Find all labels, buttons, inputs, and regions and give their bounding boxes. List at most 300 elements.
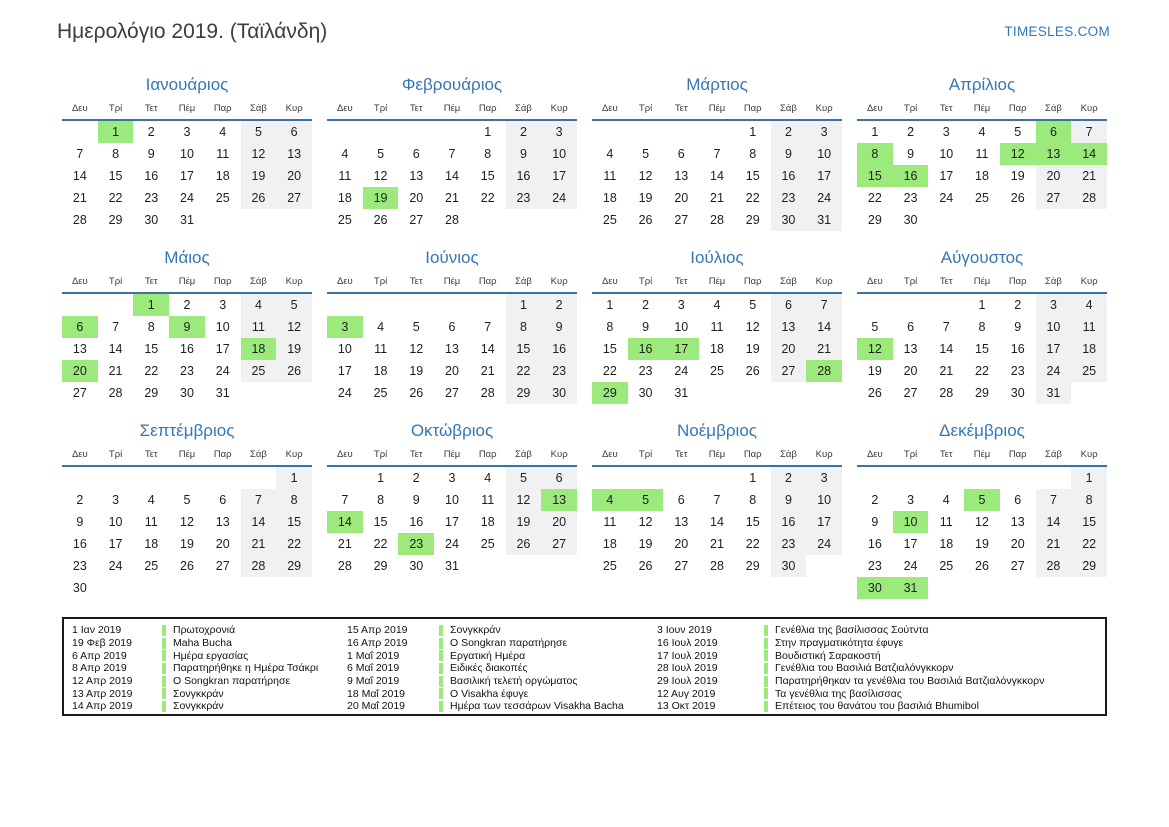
legend-item <box>657 649 1105 662</box>
empty-cell <box>771 382 807 404</box>
empty-cell <box>1071 209 1107 231</box>
legend-holiday-name: Γενέθλια της βασίλισσας Σούτντα <box>775 624 929 637</box>
month <box>62 73 312 231</box>
day-cell: 13 <box>674 515 689 529</box>
holiday-legend <box>62 617 1107 716</box>
legend-item <box>72 649 347 662</box>
day-cell: 30 <box>771 209 807 231</box>
empty-cell <box>806 382 842 404</box>
day-cell: 13 <box>674 169 689 183</box>
day-cell: 11 <box>1071 316 1107 338</box>
holiday-marker-icon <box>439 625 443 636</box>
day-cell: 13 <box>445 342 459 356</box>
day-cell: 18 <box>480 515 495 529</box>
weekday-label: Τετ <box>409 276 423 287</box>
day-cell: 18 <box>602 191 617 205</box>
legend-item <box>657 624 1105 637</box>
day-cell: 30 <box>72 581 87 595</box>
month-days <box>592 121 842 231</box>
day-cell: 10 <box>215 320 230 334</box>
day-cell: 17 <box>806 511 842 533</box>
legend-date: 16 Απρ 2019 <box>347 637 408 650</box>
day-cell: 12 <box>1000 143 1036 165</box>
empty-cell <box>735 382 771 404</box>
empty-cell <box>928 209 964 231</box>
day-cell: 18 <box>602 537 617 551</box>
day-cell: 29 <box>867 213 882 227</box>
day-cell: 17 <box>108 537 123 551</box>
empty-cell <box>857 294 893 316</box>
day-cell: 25 <box>241 360 277 382</box>
legend-holiday-name: Maha Bucha <box>173 637 232 650</box>
weekday-label: Τρί <box>638 449 653 460</box>
weekday-label: Τρί <box>903 449 918 460</box>
day-cell: 17 <box>806 165 842 187</box>
day-cell: 31 <box>806 209 842 231</box>
day-cell: 14 <box>1036 511 1072 533</box>
day-cell: 31 <box>674 386 689 400</box>
weekday-label: Τρί <box>903 276 918 287</box>
day-cell: 10 <box>893 511 929 533</box>
empty-cell <box>806 555 842 577</box>
day-cell: 22 <box>975 364 989 378</box>
day-cell: 11 <box>144 515 158 529</box>
day-cell: 26 <box>745 364 760 378</box>
day-cell: 13 <box>541 489 577 511</box>
day-cell: 18 <box>337 191 352 205</box>
day-cell: 24 <box>939 191 954 205</box>
day-cell: 2 <box>541 294 577 316</box>
day-cell: 24 <box>806 187 842 209</box>
month <box>327 419 577 577</box>
holiday-marker-icon <box>764 701 768 712</box>
day-cell: 31 <box>180 213 194 227</box>
day-cell: 6 <box>907 320 915 334</box>
weekday-label: Τρί <box>108 103 123 114</box>
day-cell: 19 <box>409 364 424 378</box>
day-cell: 4 <box>377 320 385 334</box>
day-cell: 21 <box>480 364 495 378</box>
day-cell: 1 <box>749 471 757 485</box>
day-cell: 3 <box>806 467 842 489</box>
month <box>857 419 1107 599</box>
empty-cell <box>1000 467 1036 489</box>
day-cell: 8 <box>112 147 120 161</box>
weekday-header <box>857 445 1107 467</box>
weekday-header <box>62 445 312 467</box>
empty-cell <box>205 467 241 489</box>
day-cell: 15 <box>745 169 760 183</box>
day-cell: 5 <box>628 489 664 511</box>
day-cell: 22 <box>745 191 760 205</box>
day-cell: 21 <box>806 338 842 360</box>
empty-cell <box>1000 209 1036 231</box>
day-cell: 26 <box>409 386 424 400</box>
day-cell: 27 <box>541 533 577 555</box>
day-cell: 30 <box>857 577 893 599</box>
day-cell: 9 <box>907 147 915 161</box>
day-cell: 26 <box>1010 191 1025 205</box>
day-cell: 19 <box>1010 169 1025 183</box>
day-cell: 20 <box>409 191 424 205</box>
day-cell: 19 <box>745 342 760 356</box>
day-cell: 2 <box>183 298 191 312</box>
day-cell: 24 <box>541 187 577 209</box>
day-cell: 25 <box>373 386 388 400</box>
day-cell: 15 <box>108 169 123 183</box>
weekday-label: Σάβ <box>780 276 797 287</box>
day-cell: 6 <box>1014 493 1022 507</box>
day-cell: 12 <box>638 169 653 183</box>
day-cell: 27 <box>215 559 230 573</box>
day-cell: 19 <box>975 537 989 551</box>
legend-date: 16 Ιουλ 2019 <box>657 637 718 650</box>
day-cell: 8 <box>1071 489 1107 511</box>
day-cell: 23 <box>771 187 807 209</box>
day-cell: 19 <box>867 364 882 378</box>
day-cell: 21 <box>939 364 954 378</box>
day-cell: 2 <box>871 493 879 507</box>
day-cell: 2 <box>642 298 650 312</box>
day-cell: 16 <box>72 537 87 551</box>
day-cell: 20 <box>276 165 312 187</box>
day-cell: 16 <box>893 165 929 187</box>
weekday-label: Τετ <box>939 276 953 287</box>
day-cell: 25 <box>215 191 230 205</box>
month-days <box>857 121 1107 231</box>
day-cell: 4 <box>484 471 492 485</box>
legend-item <box>347 637 657 650</box>
day-cell: 9 <box>871 515 879 529</box>
month-days <box>327 294 577 404</box>
legend-item <box>347 700 657 713</box>
day-cell: 3 <box>541 121 577 143</box>
day-cell: 18 <box>710 342 724 356</box>
empty-cell <box>434 294 470 316</box>
month <box>592 419 842 577</box>
weekday-label: Παρ <box>743 103 762 114</box>
day-cell: 19 <box>276 338 312 360</box>
day-cell: 7 <box>112 320 120 334</box>
day-cell: 1 <box>606 298 614 312</box>
day-cell: 26 <box>276 360 312 382</box>
day-cell: 23 <box>398 533 434 555</box>
day-cell: 17 <box>1036 338 1072 360</box>
day-cell: 10 <box>108 515 123 529</box>
weekday-label: Παρ <box>1008 449 1027 460</box>
day-cell: 9 <box>506 143 542 165</box>
month-days <box>62 121 312 231</box>
day-cell: 31 <box>893 577 929 599</box>
day-cell: 30 <box>409 559 424 573</box>
month-title: Ιούλιος <box>690 248 744 267</box>
day-cell: 23 <box>506 187 542 209</box>
weekday-label: Σάβ <box>780 449 797 460</box>
day-cell: 5 <box>1014 125 1022 139</box>
legend-item <box>657 675 1105 688</box>
day-cell: 20 <box>903 364 918 378</box>
weekday-label: Σάβ <box>1045 103 1062 114</box>
day-cell: 30 <box>541 382 577 404</box>
holiday-marker-icon <box>162 663 166 674</box>
day-cell: 22 <box>745 537 760 551</box>
day-cell: 22 <box>480 191 495 205</box>
day-cell: 14 <box>72 169 87 183</box>
day-cell: 10 <box>806 489 842 511</box>
day-cell: 8 <box>606 320 614 334</box>
weekday-label: Πέμ <box>443 449 461 460</box>
month-title: Δεκέμβριος <box>939 421 1025 440</box>
legend-date: 1 Μαΐ 2019 <box>347 649 400 662</box>
day-cell: 4 <box>241 294 277 316</box>
day-cell: 24 <box>806 533 842 555</box>
day-cell: 25 <box>1071 360 1107 382</box>
weekday-label: Παρ <box>213 276 232 287</box>
weekday-label: Πέμ <box>708 276 726 287</box>
day-cell: 17 <box>180 169 194 183</box>
day-cell: 11 <box>241 316 277 338</box>
calendar-grid <box>62 73 1107 599</box>
legend-date: 17 Ιουλ 2019 <box>657 649 718 662</box>
day-cell: 27 <box>1036 187 1072 209</box>
legend-date: 8 Απρ 2019 <box>72 662 127 675</box>
month <box>62 246 312 404</box>
weekday-label: Πέμ <box>973 103 991 114</box>
month <box>62 419 312 599</box>
weekday-header <box>327 272 577 294</box>
day-cell: 14 <box>480 342 495 356</box>
day-cell: 24 <box>1036 360 1072 382</box>
weekday-label: Σάβ <box>515 449 532 460</box>
weekday-label: Δευ <box>601 103 618 114</box>
day-cell: 7 <box>448 147 456 161</box>
legend-date: 6 Μαΐ 2019 <box>347 662 400 675</box>
day-cell: 5 <box>183 493 191 507</box>
holiday-marker-icon <box>162 676 166 687</box>
day-cell: 5 <box>276 294 312 316</box>
day-cell: 11 <box>216 147 230 161</box>
day-cell: 3 <box>112 493 120 507</box>
empty-cell <box>62 467 98 489</box>
day-cell: 22 <box>1071 533 1107 555</box>
day-cell: 29 <box>144 386 159 400</box>
legend-item <box>347 624 657 637</box>
weekday-header <box>857 99 1107 121</box>
legend-date: 28 Ιουλ 2019 <box>657 662 718 675</box>
day-cell: 30 <box>903 213 918 227</box>
weekday-label: Δευ <box>336 103 353 114</box>
weekday-label: Κυρ <box>550 449 568 460</box>
day-cell: 6 <box>448 320 456 334</box>
day-cell: 19 <box>180 537 194 551</box>
day-cell: 28 <box>108 386 123 400</box>
empty-cell <box>205 209 241 231</box>
day-cell: 17 <box>541 165 577 187</box>
weekday-label: Τετ <box>674 276 688 287</box>
day-cell: 23 <box>144 191 159 205</box>
weekday-label: Κυρ <box>815 449 833 460</box>
day-cell: 6 <box>541 467 577 489</box>
empty-cell <box>398 294 434 316</box>
weekday-label: Πέμ <box>973 449 991 460</box>
day-cell: 17 <box>663 338 699 360</box>
day-cell: 22 <box>373 537 388 551</box>
day-cell: 3 <box>448 471 456 485</box>
day-cell: 13 <box>276 143 312 165</box>
empty-cell <box>663 121 699 143</box>
day-cell: 27 <box>409 213 424 227</box>
day-cell: 30 <box>144 213 159 227</box>
day-cell: 29 <box>276 555 312 577</box>
weekday-label: Σάβ <box>250 449 267 460</box>
day-cell: 4 <box>606 147 614 161</box>
weekday-label: Δευ <box>866 103 883 114</box>
day-cell: 16 <box>1010 342 1025 356</box>
day-cell: 2 <box>907 125 915 139</box>
month-days <box>592 294 842 404</box>
day-cell: 26 <box>180 559 194 573</box>
month-title: Ιούνιος <box>425 248 479 267</box>
day-cell: 29 <box>108 213 123 227</box>
day-cell: 27 <box>276 187 312 209</box>
day-cell: 28 <box>1036 555 1072 577</box>
empty-cell <box>1036 467 1072 489</box>
day-cell: 27 <box>445 386 459 400</box>
day-cell: 1 <box>978 298 986 312</box>
day-cell: 6 <box>771 294 807 316</box>
day-cell: 28 <box>480 386 495 400</box>
day-cell: 15 <box>975 342 989 356</box>
day-cell: 10 <box>674 320 689 334</box>
weekday-label: Τρί <box>638 276 653 287</box>
empty-cell <box>628 467 664 489</box>
weekday-header <box>857 272 1107 294</box>
day-cell: 11 <box>975 147 989 161</box>
empty-cell <box>241 577 277 599</box>
day-cell: 16 <box>506 165 542 187</box>
day-cell: 12 <box>180 515 194 529</box>
weekday-label: Δευ <box>336 276 353 287</box>
day-cell: 24 <box>215 364 230 378</box>
day-cell: 20 <box>771 338 807 360</box>
weekday-label: Σάβ <box>1045 276 1062 287</box>
legend-date: 19 Φεβ 2019 <box>72 637 132 650</box>
empty-cell <box>964 467 1000 489</box>
weekday-label: Πέμ <box>708 103 726 114</box>
day-cell: 28 <box>1071 187 1107 209</box>
day-cell: 20 <box>215 537 230 551</box>
day-cell: 18 <box>241 338 277 360</box>
day-cell: 23 <box>1010 364 1025 378</box>
empty-cell <box>434 121 470 143</box>
day-cell: 2 <box>506 121 542 143</box>
empty-cell <box>241 382 277 404</box>
holiday-marker-icon <box>162 701 166 712</box>
weekday-label: Τετ <box>144 449 158 460</box>
month-title: Σεπτέμβριος <box>139 421 235 440</box>
day-cell: 7 <box>1071 121 1107 143</box>
day-cell: 4 <box>713 298 721 312</box>
day-cell: 28 <box>337 559 352 573</box>
holiday-marker-icon <box>439 676 443 687</box>
day-cell: 1 <box>98 121 134 143</box>
weekday-label: Παρ <box>213 103 232 114</box>
day-cell: 17 <box>903 537 918 551</box>
day-cell: 6 <box>219 493 227 507</box>
day-cell: 12 <box>409 342 424 356</box>
day-cell: 2 <box>76 493 84 507</box>
day-cell: 15 <box>1071 511 1107 533</box>
day-cell: 8 <box>147 320 155 334</box>
weekday-label: Κυρ <box>1080 276 1098 287</box>
day-cell: 18 <box>1071 338 1107 360</box>
holiday-marker-icon <box>764 688 768 699</box>
empty-cell <box>506 209 542 231</box>
month <box>592 246 842 404</box>
day-cell: 9 <box>642 320 650 334</box>
empty-cell <box>1036 209 1072 231</box>
day-cell: 1 <box>484 125 492 139</box>
day-cell: 8 <box>506 316 542 338</box>
day-cell: 5 <box>749 298 757 312</box>
month <box>327 246 577 404</box>
legend-item <box>72 624 347 637</box>
page-title: Ημερολόγιο 2019. (Ταϊλάνδη) <box>57 20 328 43</box>
day-cell: 26 <box>506 533 542 555</box>
day-cell: 11 <box>939 515 953 529</box>
empty-cell <box>592 467 628 489</box>
day-cell: 13 <box>409 169 424 183</box>
legend-column <box>72 624 347 714</box>
legend-item <box>347 649 657 662</box>
day-cell: 15 <box>602 342 617 356</box>
legend-item <box>72 687 347 700</box>
day-cell: 21 <box>1071 165 1107 187</box>
day-cell: 14 <box>445 169 459 183</box>
holiday-marker-icon <box>162 625 166 636</box>
weekday-label: Κυρ <box>285 103 303 114</box>
legend-holiday-name: Ο Songkran παρατήρησε <box>450 637 568 650</box>
legend-holiday-name: Βασιλική τελετή οργώματος <box>450 675 578 688</box>
day-cell: 2 <box>771 121 807 143</box>
holiday-marker-icon <box>764 650 768 661</box>
weekday-label: Παρ <box>743 276 762 287</box>
day-cell: 3 <box>1036 294 1072 316</box>
legend-date: 18 Μαΐ 2019 <box>347 687 406 700</box>
weekday-label: Πέμ <box>443 276 461 287</box>
weekday-label: Δευ <box>866 449 883 460</box>
day-cell: 17 <box>939 169 954 183</box>
site-link[interactable]: TIMESLES.COM <box>1004 24 1110 39</box>
legend-item <box>347 687 657 700</box>
day-cell: 19 <box>638 191 653 205</box>
month-title: Μάιος <box>164 248 210 267</box>
day-cell: 29 <box>745 559 760 573</box>
day-cell: 10 <box>337 342 352 356</box>
day-cell: 21 <box>108 364 123 378</box>
day-cell: 7 <box>241 489 277 511</box>
day-cell: 6 <box>276 121 312 143</box>
empty-cell <box>133 577 169 599</box>
empty-cell <box>398 121 434 143</box>
day-cell: 12 <box>241 143 277 165</box>
empty-cell <box>169 467 205 489</box>
day-cell: 19 <box>241 165 277 187</box>
day-cell: 14 <box>710 169 724 183</box>
legend-date: 12 Αυγ 2019 <box>657 687 716 700</box>
day-cell: 1 <box>276 467 312 489</box>
empty-cell <box>1071 382 1107 404</box>
